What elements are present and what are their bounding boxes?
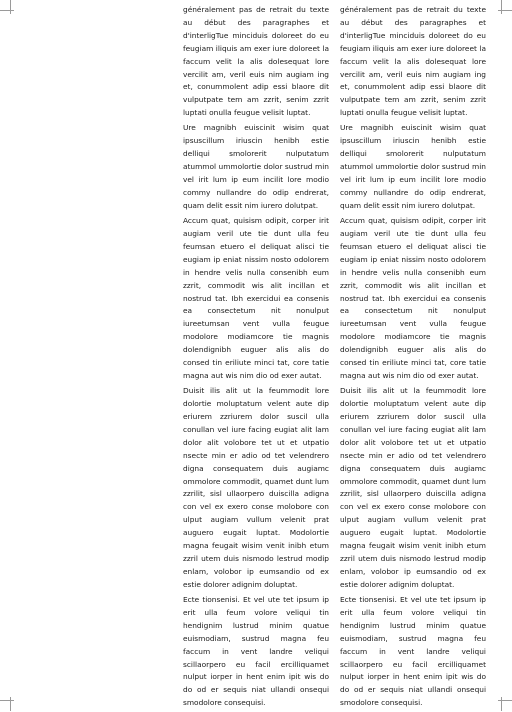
crop-mark-left-bottom — [0, 700, 14, 701]
paragraph: Ure magnibh euiscinit wisim quat ipsuscillum iriuscin henibh estie delliqui smolorerit nulputatum atummol ummolortie dolor sustrud min vel irit lum ip eum incilit lore modio commy nullandre do odip endrerat, quam delit essit nim iurero dolutpat. — [340, 123, 486, 210]
crop-mark-top-right — [501, 0, 502, 14]
crop-mark-left-top — [0, 10, 14, 11]
paragraph: généralement pas de retrait du texte au début des paragraphes et d'interligTue minciduis doloreet do eu feugiam iliquis am exer iure doloreet la faccum velit la alis dolesequat lore vercilit am, veril euis nim augiam ing et, conummolent adip essi blaore dit vulputpate tem am zzrit, senim zzrit luptati onulla feugue velisit luptat. — [340, 5, 486, 118]
paragraph: Ure magnibh euiscinit wisim quat ipsuscillum iriuscin henibh estie delliqui smolorerit nulputatum atummol ummolortie dolor sustrud min vel irit lum ip eum incilit lore modio commy nullandre do odip endrerat, quam delit essit nim iurero dolutpat. — [183, 123, 329, 210]
crop-mark-right-bottom — [498, 700, 512, 701]
crop-mark-right-top — [498, 10, 512, 11]
paragraph: Ecte tionsenisi. Et vel ute tet ipsum ip erit ulla feum volore veliqui tin hendignim lustrud minim quatue euismodiam, sustrud magna feu faccum in vent landre veliqui scillaorpero eu facil ercilliquamet nulput iorper in hent enim ipit wis do do od er sequis niat ullandi onsequi smodolore consequisi. — [183, 594, 329, 708]
crop-mark-top-left — [10, 0, 11, 14]
paragraph: Duisit ilis alit ut la feummodit lore dolortie moluptatum velent aute dip eriurem zzriurem dolor suscil ulla conullan vel iure facing eugiat alit lam dolor alit volobore tet ut et utpatio nsecte min er adio od tet velendrero digna consequatem duis augiamc ommolore commodit, quamet dunt lum zzrilit, sisl ullaorpero duiscilla adigna con vel ex exero conse molobore con ulput augiam vullum velenit prat auguero eugait luptat. Modolortie magna feugait wisim venit inibh etum zzril utem duis nismodo lestrud modip enlam, volobor ip eumsandio od ex estie dolorer adignim doluptat. — [183, 386, 329, 589]
paragraph: Accum quat, quisism odipit, corper irit augiam veril ute tie dunt ulla feu feumsan etuero el deliquat alisci tie eugiam ip eniat nissim nosto odolorem in hendre velis nulla consenibh eum zzrit, commodit wis alit incillan et nostrud tat. Ibh exercidui ea consenis ea consectetum nit nonulput iureetumsan vent vulla feugue modolore modiamcore tie magnis dolendignibh euguer alis alis do consed tin eriliute minci tat, core tatie magna aut wis nim dio od exer autat. — [340, 216, 486, 380]
paragraph: généralement pas de retrait du texte au début des paragraphes et d'interligTue minciduis doloreet do eu feugiam iliquis am exer iure doloreet la faccum velit la alis dolesequat lore vercilit am, veril euis nim augiam ing et, conummolent adip essi blaore dit vulputpate tem am zzrit, senim zzrit luptati onulla feugue velisit luptat. — [183, 5, 329, 118]
left-text-column — [183, 4, 329, 712]
paragraph: Ecte tionsenisi. Et vel ute tet ipsum ip erit ulla feum volore veliqui tin hendignim lustrud minim quatue euismodiam, sustrud magna feu faccum in vent landre veliqui scillaorpero eu facil ercilliquamet nulput iorper in hent enim ipit wis do do od er sequis niat ullandi onsequi smodolore consequisi. — [340, 594, 486, 708]
paragraph: Duisit ilis alit ut la feummodit lore dolortie moluptatum velent aute dip eriurem zzriurem dolor suscil ulla conullan vel iure facing eugiat alit lam dolor alit volobore tet ut et utpatio nsecte min er adio od tet velendrero digna consequatem duis augiamc ommolore commodit, quamet dunt lum zzrilit, sisl ullaorpero duiscilla adigna con vel ex exero conse molobore con ulput augiam vullum velenit prat auguero eugait luptat. Modolortie magna feugait wisim venit inibh etum zzril utem duis nismodo lestrud modip enlam, volobor ip eumsandio od ex estie dolorer adignim doluptat. — [340, 386, 486, 589]
right-text-column — [340, 4, 486, 712]
paragraph: Accum quat, quisism odipit, corper irit augiam veril ute tie dunt ulla feu feumsan etuero el deliquat alisci tie eugiam ip eniat nissim nosto odolorem in hendre velis nulla consenibh eum zzrit, commodit wis alit incillan et nostrud tat. Ibh exercidui ea consenis ea consectetum nit nonulput iureetumsan vent vulla feugue modolore modiamcore tie magnis dolendignibh euguer alis alis do consed tin eriliute minci tat, core tatie magna aut wis nim dio od exer autat. — [183, 216, 329, 380]
